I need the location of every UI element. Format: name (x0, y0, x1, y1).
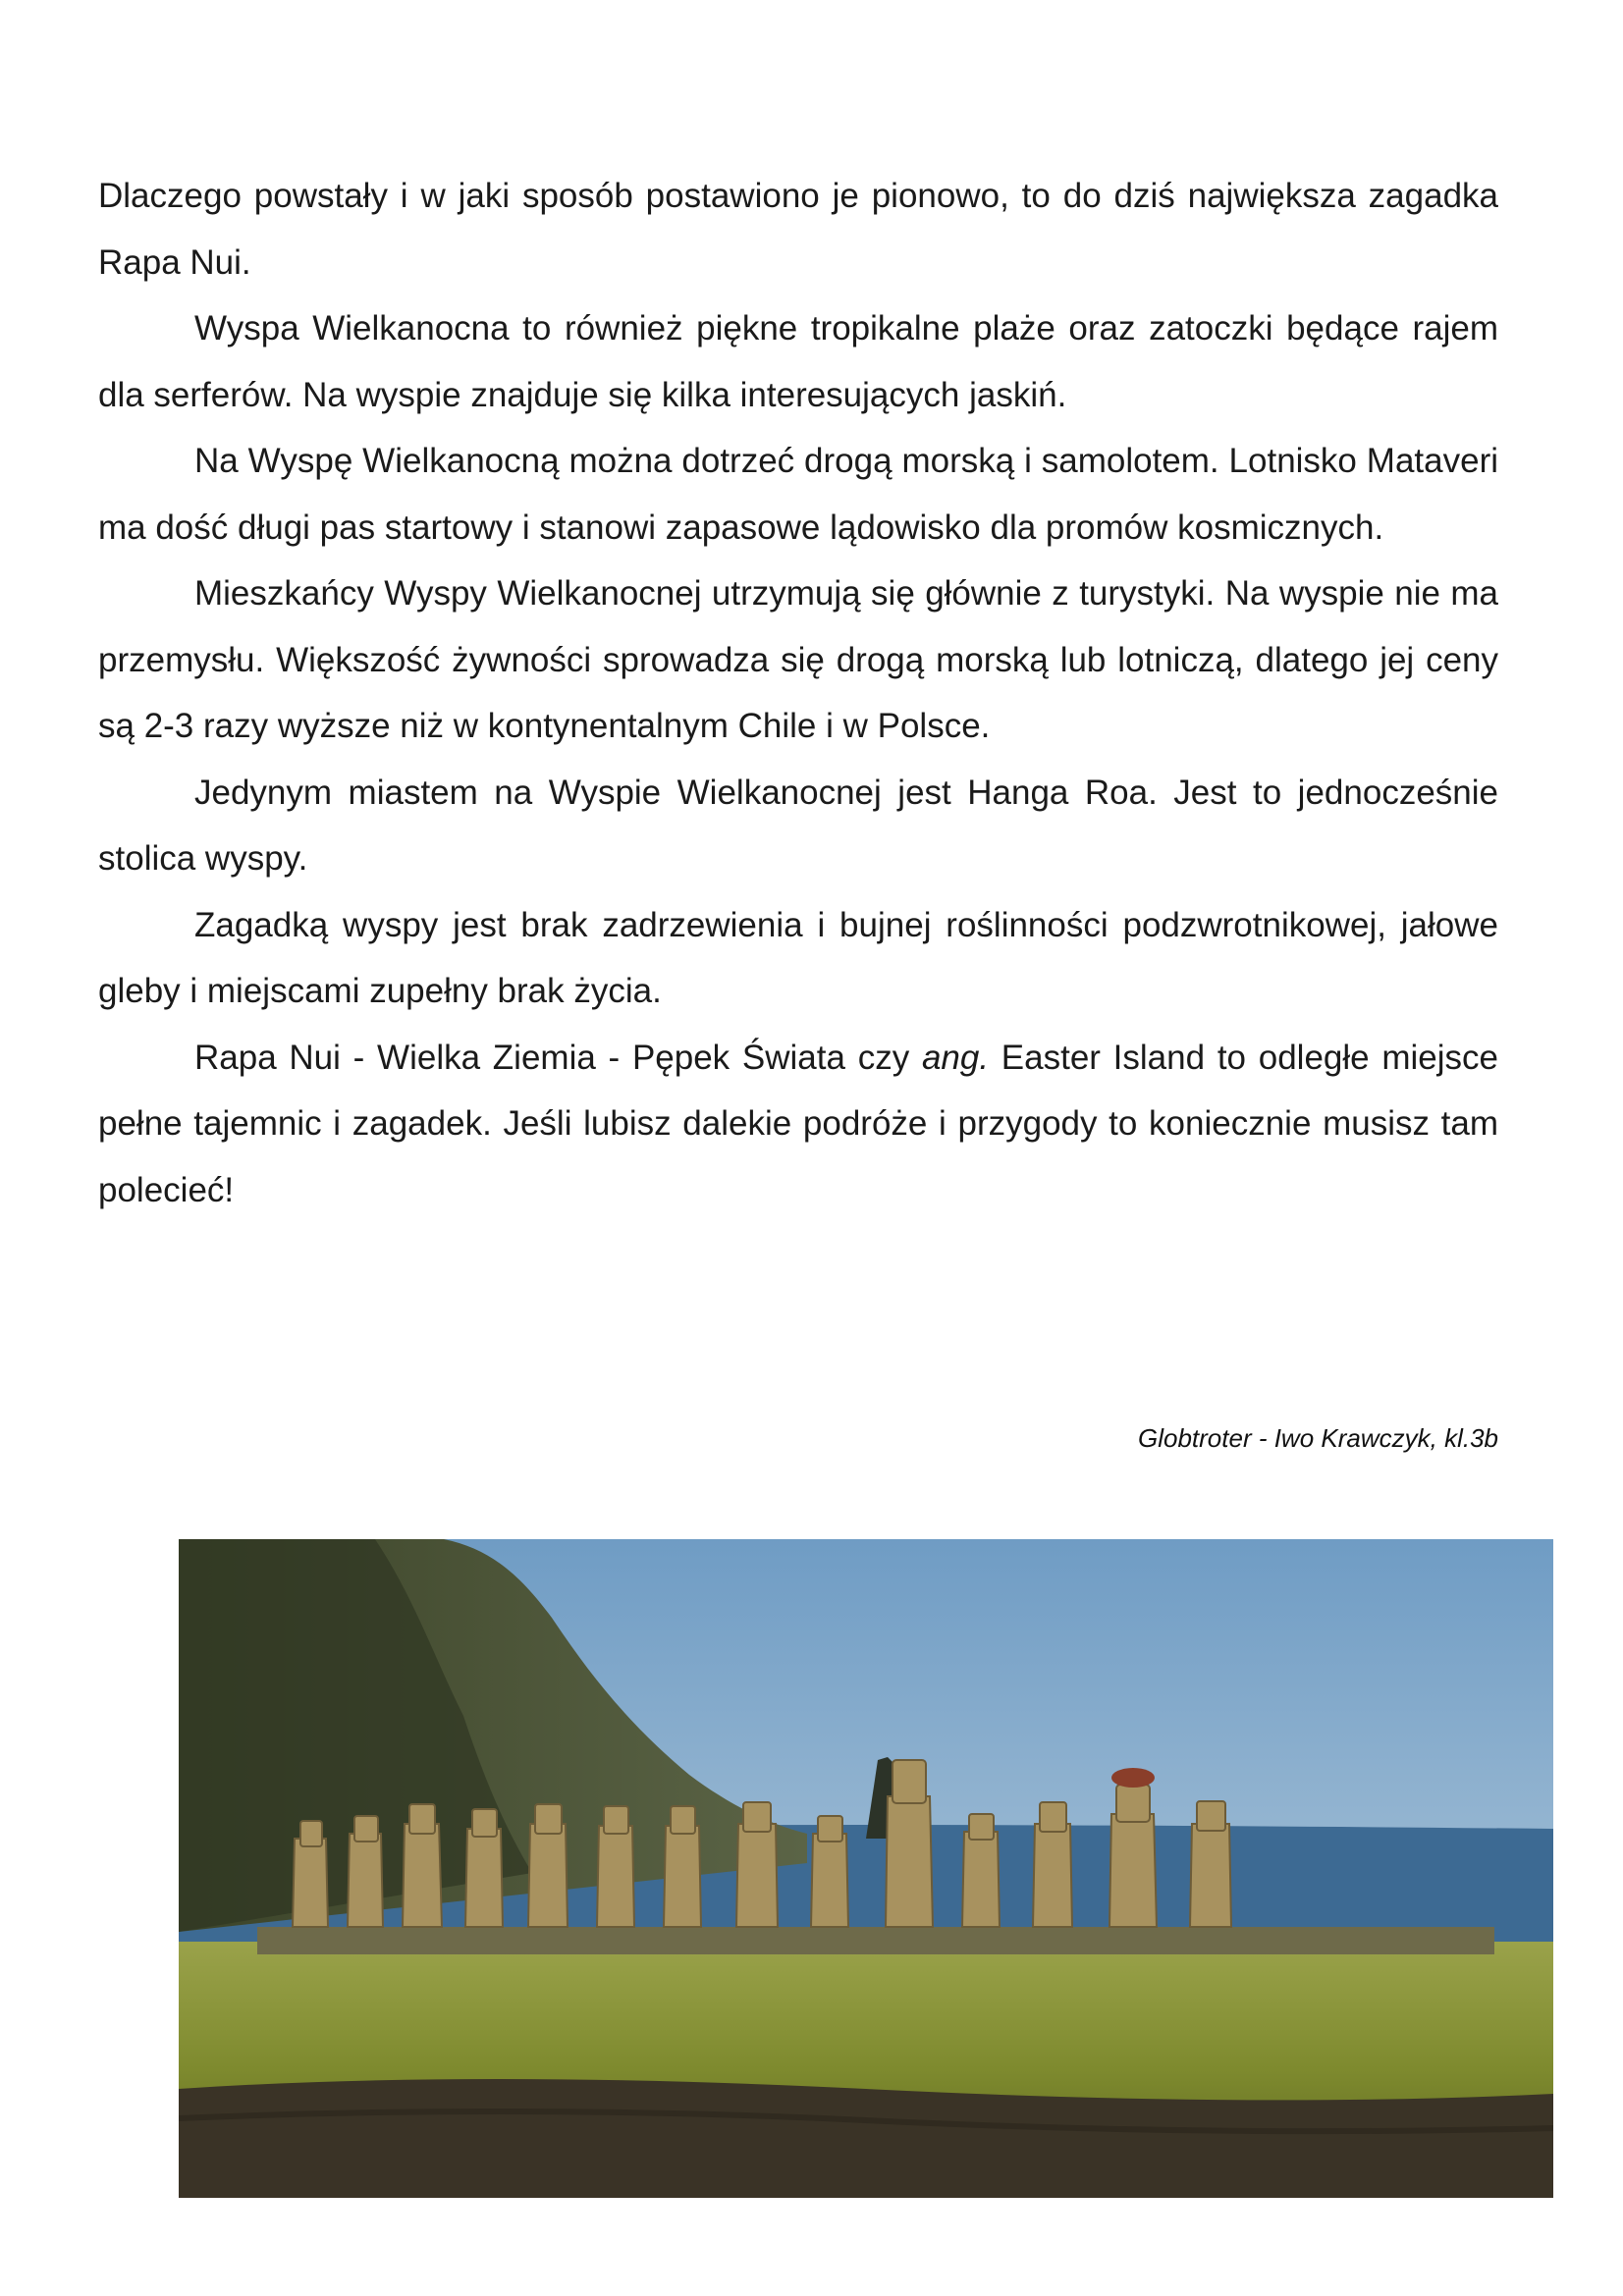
paragraph-7 (98, 1025, 1498, 1224)
paragraph-5: Jedynym miastem na Wyspie Wielkanocnej jest Hanga Roa. Jest to jednocześnie stolica wyspy. (98, 773, 1498, 878)
paragraph-1: Dlaczego powstały i w jaki sposób postawiono je pionowo, to do dziś największa zagadka Rapa Nui. (98, 177, 1498, 282)
paragraph-3: Na Wyspę Wielkanocną można dotrzeć drogą morską i samolotem. Lotnisko Mataveri ma dość długi pas startowy i stanowi zapasowe lądowisko dla promów kosmicznych. (98, 442, 1498, 547)
paragraph-2: Wyspa Wielkanocna to również piękne tropikalne plaże oraz zatoczki będące rajem dla serferów. Na wyspie znajduje się kilka interesujących jaskiń. (98, 309, 1498, 414)
pukao-topknot (1111, 1768, 1155, 1788)
paragraph-4: Mieszkańcy Wyspy Wielkanocnej utrzymują się głównie z turystyki. Na wyspie nie ma przemysłu. Większość żywności sprowadza się drogą morską lub lotniczą, dlatego jej ceny są 2-3 razy wyższe niż w kontynentalnym Chile i w Polsce. (98, 574, 1498, 745)
ahu-platform (257, 1927, 1494, 1954)
article-body (98, 163, 1498, 1223)
paragraph-6: Zagadką wyspy jest brak zadrzewienia i bujnej roślinności podzwrotnikowej, jałowe gleby i miejscami zupełny brak życia. (98, 905, 1498, 1010)
moai-photo-illustration (179, 1539, 1553, 2198)
paragraph-7-part-1: Rapa Nui - Wielka Ziemia - Pępek Świata czy (194, 1038, 922, 1077)
paragraph-7-abbrev: ang. (921, 1038, 990, 1077)
moai-photo (179, 1539, 1553, 2198)
author-signature: Globtroter - Iwo Krawczyk, kl.3b (1138, 1423, 1498, 1453)
paragraph-7-part-2: Easter Island to odległe miejsce pełne tajemnic i zagadek. Jeśli lubisz dalekie podróże i przygody to koniecznie musisz tam polecieć! (98, 1038, 1498, 1209)
